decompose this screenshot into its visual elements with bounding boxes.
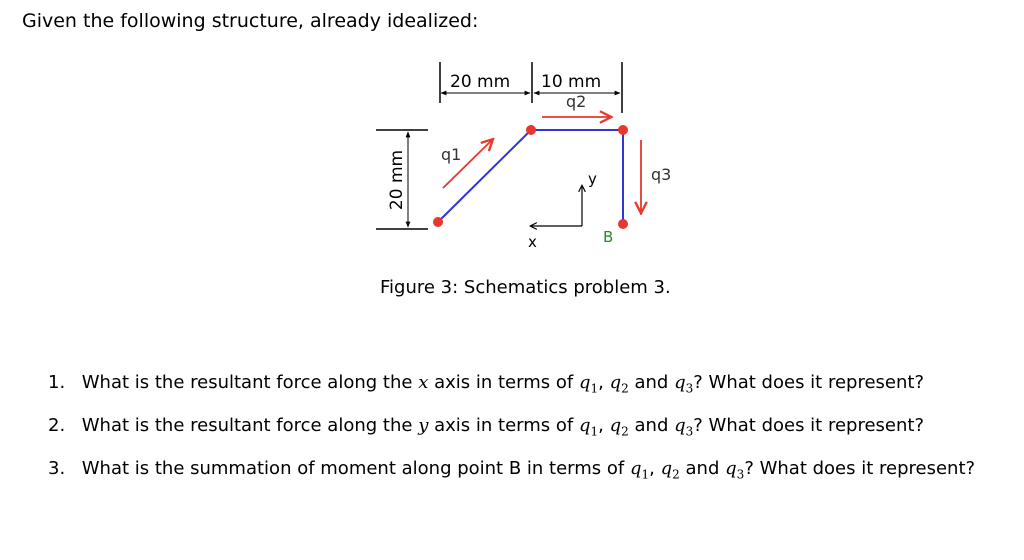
- axis-y-label: y: [588, 170, 597, 188]
- question-list: [48, 368, 975, 497]
- question-number: 1.: [48, 372, 66, 393]
- question-item: 3. What is the summation of moment along point B in terms of $q_1$, $q_2$ and $q_3$? What does it represent?: [48, 454, 975, 497]
- question-item: 2. What is the resultant force along the y axis in terms of $q_1$, $q_2$ and $q_3$? What does it represent?: [48, 411, 975, 454]
- figure-caption: Figure 3: Schematics problem 3.: [380, 277, 671, 298]
- node-top-left: [526, 125, 536, 135]
- question-number: 2.: [48, 415, 66, 436]
- q3-label: q3: [651, 165, 672, 184]
- question-number: 3.: [48, 458, 66, 479]
- point-b-label: B: [603, 228, 614, 246]
- intro-text: Given the following structure, already idealized:: [22, 10, 479, 32]
- question-item: 1. What is the resultant force along the x axis in terms of $q_1$, $q_2$ and $q_3$? What does it represent?: [48, 368, 975, 411]
- dim-top-left-label: 20 mm: [450, 72, 511, 92]
- dim-left-label: 20 mm: [387, 149, 407, 211]
- axis-x-label: x: [528, 233, 537, 251]
- node-top-right: [618, 125, 628, 135]
- node-bottom-left: [433, 217, 443, 227]
- q2-label: q2: [566, 92, 587, 111]
- dim-top-right-label: 10 mm: [541, 72, 602, 92]
- q1-label: q1: [441, 145, 462, 164]
- coordinate-axes: [531, 186, 582, 226]
- node-b: [618, 219, 628, 229]
